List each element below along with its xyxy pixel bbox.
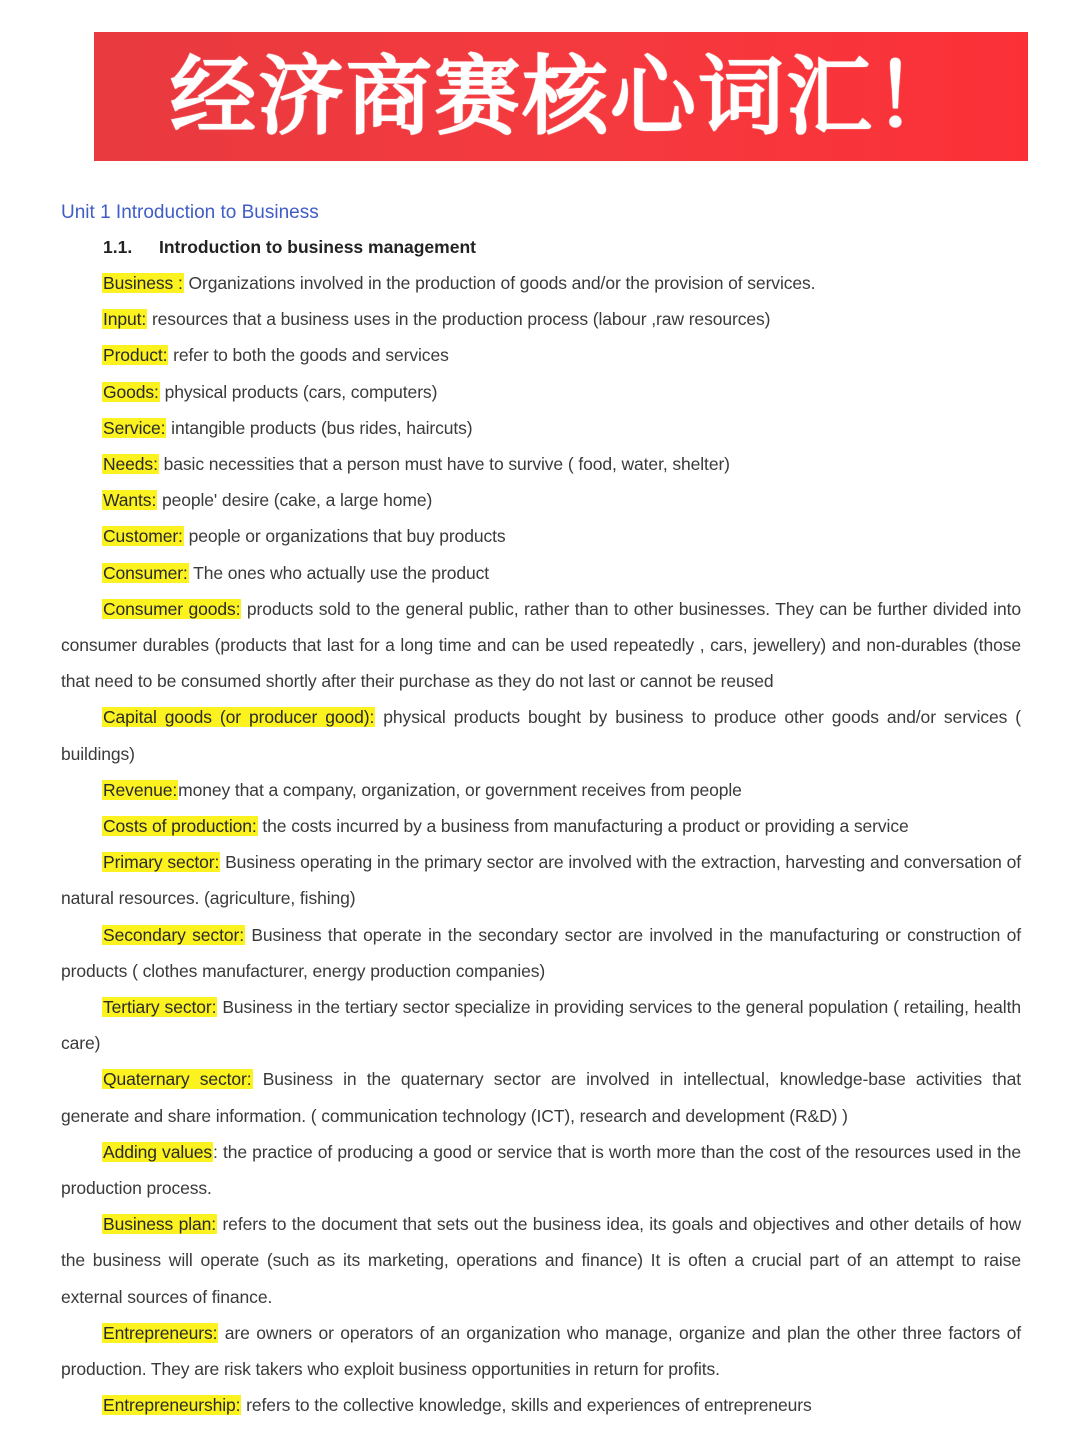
glossary-term: Entrepreneurship: [103, 1395, 241, 1416]
glossary-term: Primary sector: [103, 852, 220, 873]
glossary-definition: refers to the collective knowledge, skills and experiences of entrepreneurs [241, 1395, 812, 1416]
glossary-entry [61, 1061, 1021, 1133]
banner-title: 经济商赛核心词汇！ [170, 46, 962, 147]
glossary-definition: physical products (cars, computers) [159, 381, 438, 402]
glossary-entry [61, 917, 1021, 989]
glossary-definition: people' desire (cake, a large home) [157, 490, 433, 511]
glossary-entry [61, 337, 1021, 373]
glossary-term: Quaternary sector: [103, 1069, 252, 1090]
glossary-term: Business : [103, 273, 183, 293]
glossary-entry [61, 518, 1021, 554]
glossary-term: Customer: [103, 526, 183, 547]
glossary-term: Input: [103, 309, 147, 330]
glossary-entry [61, 374, 1021, 410]
glossary-definition: money that a company, organization, or government receives from people [178, 779, 742, 800]
glossary-entries [61, 265, 1021, 1424]
glossary-entry [61, 772, 1021, 808]
glossary-definition: products sold to the general public, rather than to other businesses. They can be further divided into consumer durables (products that last for a long time and can be used repeatedly , cars, jewellery) and non-durables (those that need to be consumed shortly after their purchase as they do not last or cannot be reused [61, 598, 1021, 692]
unit-title: Unit 1 Introduction to Business [61, 202, 319, 223]
glossary-entry [61, 1134, 1021, 1206]
glossary-definition: Business that operate in the secondary sector are involved in the manufacturing or construction of products ( clothes manufacturer, energy production companies) [61, 924, 1022, 981]
glossary-entry [61, 1206, 1021, 1315]
glossary-entry [61, 591, 1021, 700]
glossary-term: Tertiary sector: [103, 997, 217, 1018]
glossary-term: Needs: [103, 454, 158, 475]
glossary-entry [61, 989, 1021, 1061]
glossary-entry [61, 265, 1021, 301]
glossary-entry [61, 844, 1021, 916]
section-number: 1.1. [103, 237, 133, 257]
glossary-term: Service: [103, 417, 166, 438]
glossary-entry [61, 555, 1021, 591]
glossary-definition: physical products bought by business to produce other goods and/or services ( buildings) [61, 707, 1022, 764]
glossary-entry [61, 482, 1021, 518]
glossary-term: Consumer: [103, 562, 188, 583]
glossary-definition: The ones who actually use the product [188, 562, 490, 583]
glossary-definition: refer to both the goods and services [168, 345, 449, 366]
glossary-term: Wants: [103, 490, 157, 511]
glossary-definition: Business in the tertiary sector specialize in providing services to the general population ( retailing, health care) [61, 997, 1021, 1054]
glossary-term: Secondary sector: [103, 924, 244, 945]
glossary-term: Goods: [103, 381, 159, 402]
glossary-definition: resources that a business uses in the production process (labour ,raw resources) [147, 309, 771, 330]
glossary-definition: Business in the quaternary sector are involved in intellectual, knowledge-base activities that generate and share information. ( communication technology (ICT), research and development (R&D) ) [61, 1069, 1021, 1126]
glossary-definition: Organizations involved in the production of goods and/or the provision of services. [183, 273, 816, 293]
glossary-entry [61, 446, 1021, 482]
glossary-entry [61, 1387, 1021, 1423]
glossary-term: Business plan: [103, 1214, 217, 1235]
glossary-definition: basic necessities that a person must have to survive ( food, water, shelter) [158, 454, 730, 475]
glossary-term: Revenue: [103, 779, 178, 800]
section-heading [61, 229, 1021, 265]
glossary-term: Entrepreneurs: [103, 1322, 218, 1343]
glossary-entry [61, 699, 1021, 771]
glossary-definition: Business operating in the primary sector are involved with the extraction, harvesting and conversation of natural resources. (agriculture, fishing) [61, 852, 1021, 909]
glossary-definition: are owners or operators of an organization who manage, organize and plan the other three factors of production. They are risk takers who exploit business opportunities in return for profits. [61, 1322, 1021, 1380]
glossary-definition: : the practice of producing a good or service that is worth more than the cost of the resources used in the production process. [61, 1141, 1022, 1199]
glossary-definition: refers to the document that sets out the business idea, its goals and objectives and other details of how the business will operate (such as its marketing, operations and finance) It is often a crucial part of an attempt to raise external sources of finance. [61, 1214, 1022, 1307]
glossary-term: Capital goods (or producer good): [103, 707, 375, 728]
glossary-definition: intangible products (bus rides, haircuts) [166, 417, 473, 438]
section-title: Introduction to business management [159, 237, 476, 257]
glossary-entry [61, 410, 1021, 446]
document-page [61, 196, 1021, 1424]
title-banner [94, 32, 1028, 161]
glossary-entry [61, 1315, 1021, 1387]
glossary-entry [61, 808, 1021, 844]
glossary-term: Adding values [103, 1141, 213, 1162]
glossary-term: Costs of production: [103, 816, 257, 837]
glossary-definition: the costs incurred by a business from manufacturing a product or providing a service [257, 816, 909, 837]
glossary-entry [61, 301, 1021, 337]
glossary-term: Consumer goods: [103, 598, 241, 619]
glossary-definition: people or organizations that buy products [183, 526, 506, 547]
glossary-term: Product: [103, 345, 168, 366]
